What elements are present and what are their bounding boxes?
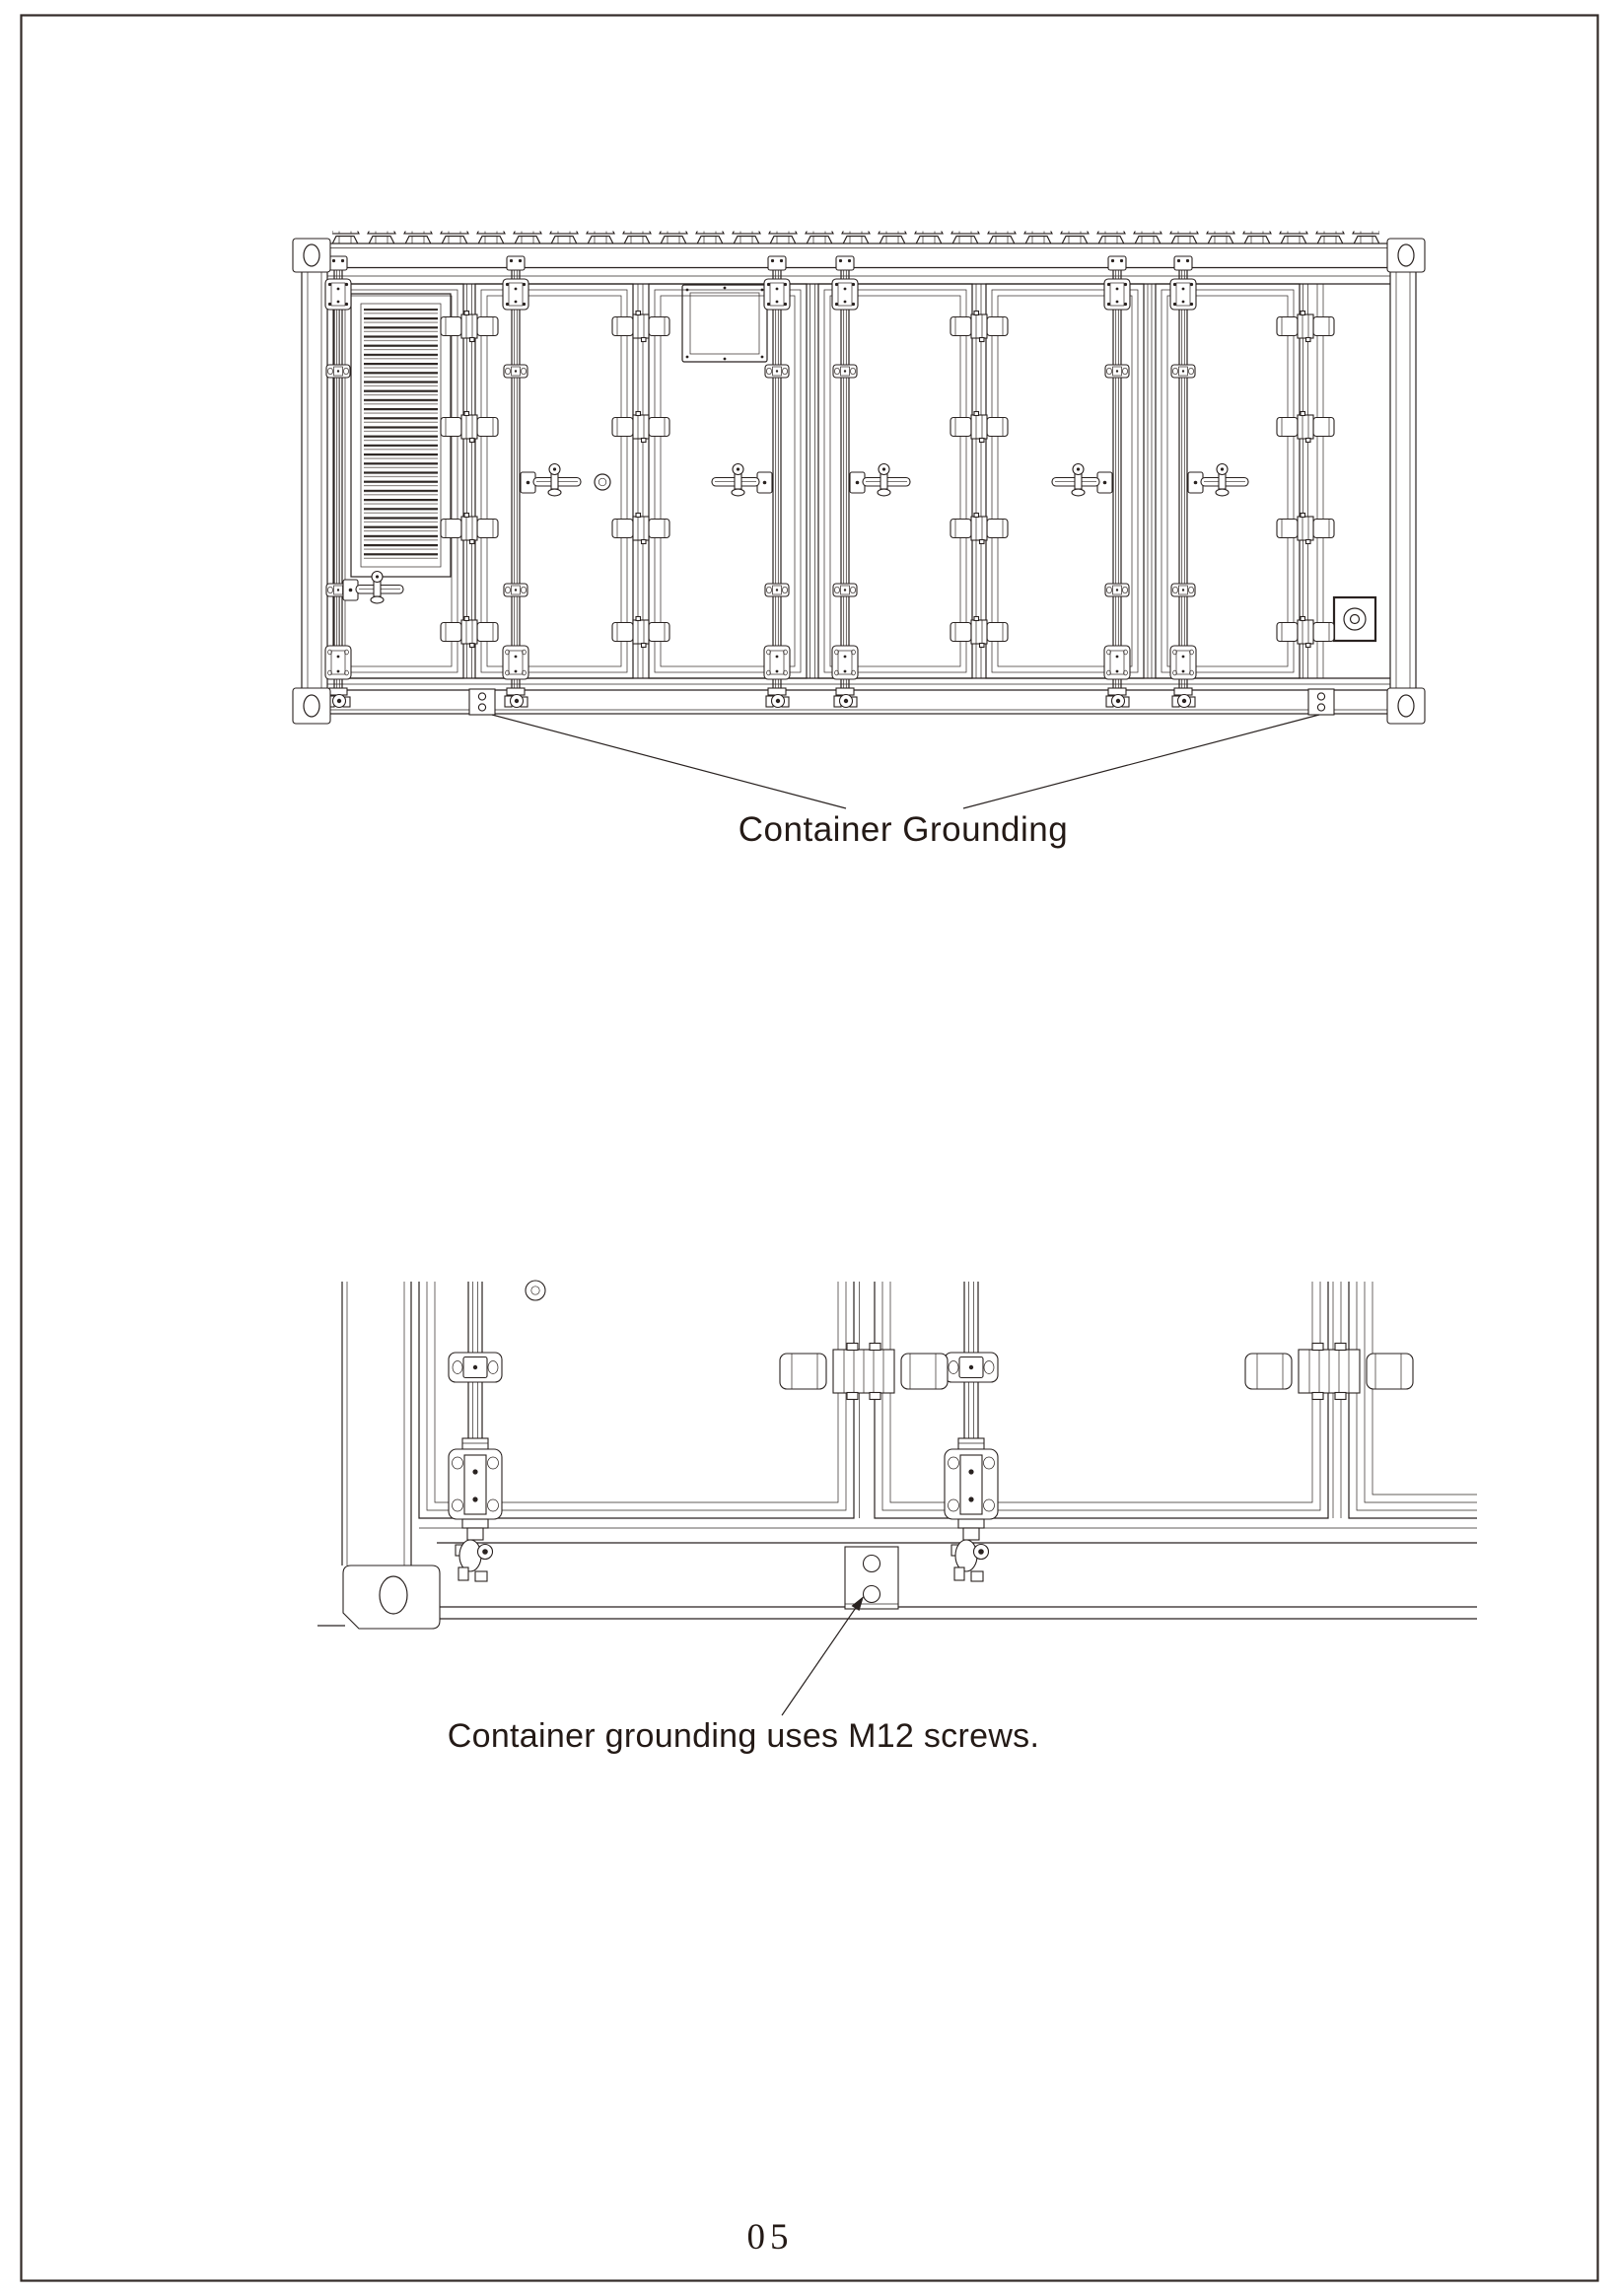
door-hinge-detail: [1245, 1344, 1413, 1400]
door-handle: [343, 572, 403, 603]
lock-rod-detail: [945, 1282, 998, 1581]
lock-rod-detail: [449, 1282, 502, 1581]
leader-line-right: [963, 715, 1319, 808]
access-panel: [682, 285, 767, 362]
detail-door-2: [875, 1282, 1328, 1518]
page-border: [22, 16, 1598, 2281]
door-handle: [712, 464, 772, 496]
vent-door: [333, 284, 463, 678]
grounding-plate-detail: [845, 1547, 898, 1609]
caption-container-grounding: Container Grounding: [738, 810, 1069, 849]
page-number: 05: [746, 2217, 794, 2258]
vent-louver: [351, 294, 451, 577]
lock-rod: [325, 256, 351, 708]
door-handle: [850, 464, 910, 496]
door-handle: [1052, 464, 1112, 496]
leader-line-left: [492, 715, 846, 808]
door-handle: [521, 464, 581, 496]
door-plug-hole: [595, 474, 610, 490]
door-hinge-detail: [780, 1344, 948, 1400]
grounding-plate-right: [1308, 689, 1334, 715]
roof-lugs: [332, 232, 1379, 244]
container-bottom-detail-view: [317, 1281, 1477, 1755]
caption-grounding-screws: Container grounding uses M12 screws.: [447, 1717, 1040, 1755]
detail-door-3: [1349, 1282, 1477, 1518]
door-plug-hole: [526, 1281, 545, 1300]
container-front-elevation: [293, 232, 1425, 850]
leader-line-detail: [782, 1599, 862, 1715]
corner-casting-detail: [343, 1565, 440, 1629]
grounding-plate-left: [469, 689, 495, 715]
power-socket: [1334, 597, 1375, 641]
door-handle: [1188, 464, 1248, 496]
